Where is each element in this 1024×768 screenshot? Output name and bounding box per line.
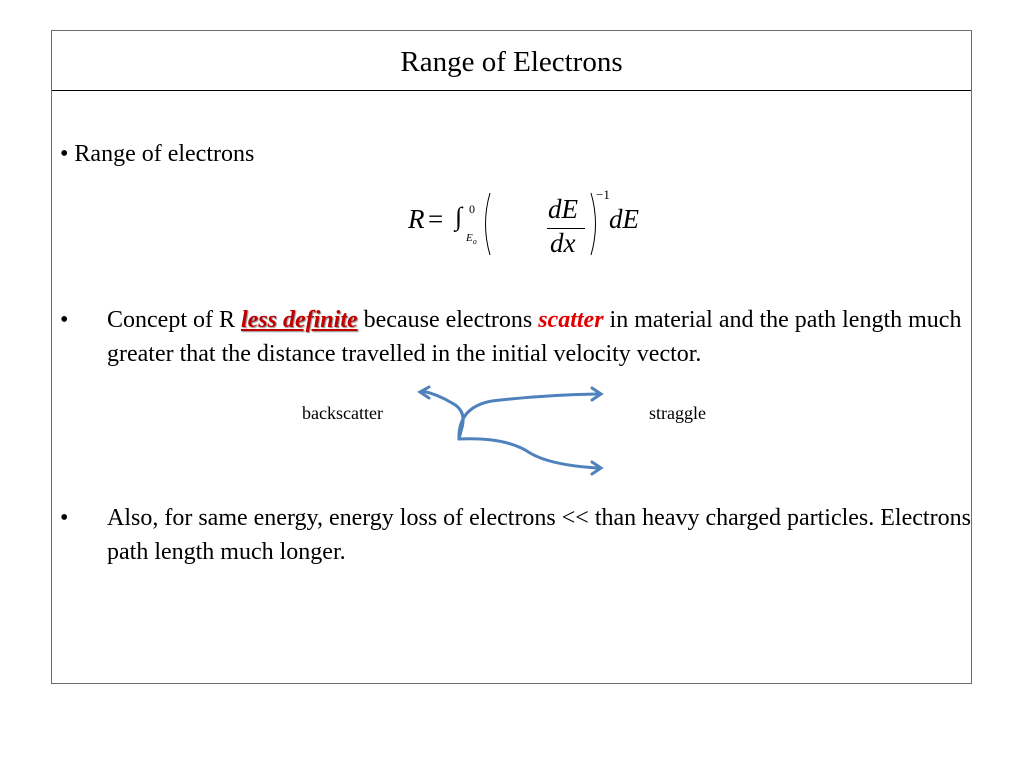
bullet-range-of-electrons	[60, 141, 254, 168]
fraction-numerator: dE	[548, 194, 578, 224]
label-straggle: straggle	[649, 403, 706, 423]
label-backscatter: backscatter	[302, 403, 383, 423]
formula-differential: dE	[609, 204, 639, 234]
emphasis-scatter: scatter	[538, 307, 604, 333]
backscatter-arrowhead	[420, 387, 429, 398]
backscatter-path	[422, 391, 463, 439]
forward-lower-path	[459, 439, 597, 468]
formula-equals: =	[428, 204, 444, 234]
bullet-text: Range of electrons	[74, 141, 255, 167]
slide-frame	[51, 30, 972, 684]
formula-exponent: −1	[596, 187, 610, 202]
integral-lower-limit: $E_o$	[466, 232, 477, 247]
integral-sign: ∫	[455, 202, 463, 231]
bullet-text: Also, for same energy, energy loss of electrons << than heavy charged particles. Electrons path length much longer.	[107, 505, 971, 565]
bullet-text: Concept of R less definite because electrons scatter in material and the path length much greater that the distance travelled in the initial velocity vector.	[107, 307, 962, 367]
bullet-marker: •	[60, 307, 69, 333]
emphasis-less-definite: less definite	[240, 307, 358, 333]
range-formula	[408, 187, 639, 261]
bullet-marker: •	[60, 141, 69, 167]
fraction-denominator: dx	[550, 228, 576, 258]
slide-title: Range of Electrons	[400, 46, 623, 78]
forward-lower-arrowhead	[592, 462, 601, 474]
title-bar	[52, 31, 971, 91]
integral-upper-limit: 0	[469, 202, 475, 216]
bullet-marker: •	[60, 505, 69, 531]
forward-upper-arrowhead	[592, 388, 601, 400]
left-paren	[480, 191, 492, 257]
forward-upper-path	[459, 394, 597, 439]
formula-lhs: R	[408, 204, 425, 234]
